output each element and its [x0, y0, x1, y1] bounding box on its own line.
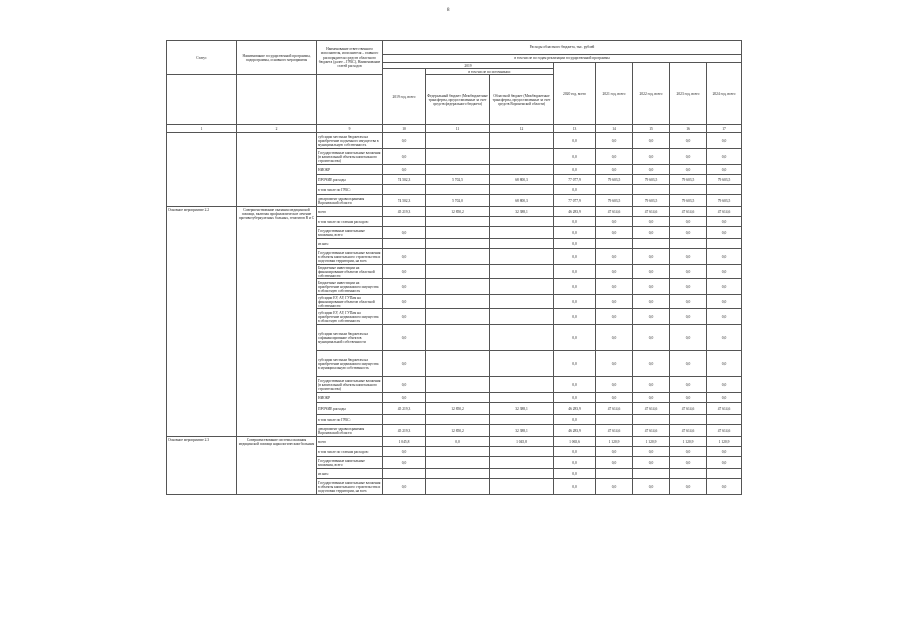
expense-item-cell: Бюджетные инвестиции на приобретение недвижимого имущества в областную собственность	[317, 279, 383, 295]
value-cell-v12	[490, 351, 554, 377]
column-number: 14	[596, 125, 633, 133]
value-cell-v13: 0,0	[554, 165, 596, 175]
expense-item-cell: Государственные капитальные вложения в объекты капитального строительства и подготовки территории, на всех	[317, 249, 383, 265]
header-including: в том числе по источникам:	[426, 69, 554, 75]
value-cell-v13: 77 077,9	[554, 175, 596, 185]
value-cell-v14	[596, 239, 633, 249]
value-cell-v17: 79 603,5	[707, 195, 742, 207]
value-cell-v13: 46 283,9	[554, 425, 596, 437]
value-cell-v10: 0,0	[383, 309, 426, 325]
value-cell-v14: 0,0	[596, 217, 633, 227]
value-cell-v11: 12 850,2	[426, 207, 490, 217]
value-cell-v17: 0,0	[707, 457, 742, 469]
value-cell-v12	[490, 249, 554, 265]
value-cell-v11	[426, 185, 490, 195]
value-cell-v12	[490, 479, 554, 495]
value-cell-v14: 47 614,6	[596, 207, 633, 217]
value-cell-v10: 0,0	[383, 447, 426, 457]
value-cell-v15: 79 603,5	[633, 195, 670, 207]
table-body	[167, 133, 742, 495]
value-cell-v12	[490, 279, 554, 295]
value-cell-v14	[596, 415, 633, 425]
expense-item-cell: департамент здравоохранения Воронежской области	[317, 425, 383, 437]
value-cell-v10	[383, 217, 426, 227]
value-cell-v11	[426, 239, 490, 249]
value-cell-v10: 0,0	[383, 479, 426, 495]
value-cell-v14: 0,0	[596, 309, 633, 325]
value-cell-v17: 0,0	[707, 217, 742, 227]
value-cell-v16	[670, 415, 707, 425]
value-cell-v11	[426, 377, 490, 393]
expense-item-cell: в том числе по ГРБС:	[317, 415, 383, 425]
value-cell-v10: 74 502,3	[383, 175, 426, 185]
table-row	[167, 207, 742, 217]
value-cell-v15: 0,0	[633, 457, 670, 469]
value-cell-v11: 5 702,5	[426, 175, 490, 185]
expense-item-cell: ПРОЧИЕ расходы	[317, 175, 383, 185]
value-cell-v12	[490, 185, 554, 195]
expense-item-cell: в том числе по статьям расходов:	[317, 217, 383, 227]
value-cell-v13: 0,0	[554, 469, 596, 479]
value-cell-v10: 0,0	[383, 133, 426, 149]
value-cell-v15: 0,0	[633, 351, 670, 377]
expense-item-cell: Бюджетные инвестиции на финансирование объектов областной собственности	[317, 265, 383, 279]
value-cell-v15: 47 614,6	[633, 207, 670, 217]
expense-item-cell: НИОКР	[317, 165, 383, 175]
value-cell-v10: 0,0	[383, 351, 426, 377]
value-cell-v10: 74 502,3	[383, 195, 426, 207]
program-cell: Совершенствование оказания медицинской помощи, включая профилактическое лечение противотуберкулезных больных, гепатитов B и C	[237, 207, 317, 437]
value-cell-v14: 0,0	[596, 447, 633, 457]
value-cell-v10: 0,0	[383, 165, 426, 175]
table-row	[167, 133, 742, 149]
value-cell-v13: 0,0	[554, 265, 596, 279]
expense-item-cell: ПРОЧИЕ расходы	[317, 403, 383, 415]
value-cell-v11	[426, 149, 490, 165]
value-cell-v11	[426, 295, 490, 309]
value-cell-v17: 0,0	[707, 279, 742, 295]
value-cell-v14: 1 120,9	[596, 437, 633, 447]
column-number: 10	[383, 125, 426, 133]
column-number: 1	[167, 125, 237, 133]
value-cell-v10: 45 219,3	[383, 425, 426, 437]
value-cell-v14: 79 603,5	[596, 195, 633, 207]
value-cell-v12	[490, 295, 554, 309]
value-cell-v10: 45 219,3	[383, 403, 426, 415]
value-cell-v10: 1 045,8	[383, 437, 426, 447]
value-cell-v11	[426, 457, 490, 469]
expense-item-cell: в том числе по ГРБС:	[317, 185, 383, 195]
value-cell-v16: 0,0	[670, 479, 707, 495]
value-cell-v14	[596, 469, 633, 479]
value-cell-v16: 0,0	[670, 165, 707, 175]
value-cell-v13: 0,0	[554, 279, 596, 295]
value-cell-v14: 0,0	[596, 377, 633, 393]
value-cell-v12	[490, 377, 554, 393]
value-cell-v16: 1 120,9	[670, 437, 707, 447]
value-cell-v14: 0,0	[596, 149, 633, 165]
column-number: 9	[317, 125, 383, 133]
value-cell-v11	[426, 469, 490, 479]
value-cell-v17: 0,0	[707, 227, 742, 239]
table-row	[167, 437, 742, 447]
expense-item-cell: всего	[317, 207, 383, 217]
header-2022: 2022 год, всего	[633, 63, 670, 125]
value-cell-v12	[490, 447, 554, 457]
expense-item-cell: в том числе по статьям расходов:	[317, 447, 383, 457]
header-regional: Областной бюджет (Межбюджетные трансферты, предоставленные за счет средств Воронежской области)	[490, 75, 554, 125]
value-cell-v15: 0,0	[633, 295, 670, 309]
value-cell-v14: 0,0	[596, 165, 633, 175]
value-cell-v11: 12 850,2	[426, 403, 490, 415]
value-cell-v17: 0,0	[707, 249, 742, 265]
expense-item-cell: департамент здравоохранения Воронежской области	[317, 195, 383, 207]
expense-item-cell: субсидии местным бюджетам на приобретение недвижимого имущества в муниципальную собственность	[317, 351, 383, 377]
value-cell-v10	[383, 415, 426, 425]
value-cell-v16: 0,0	[670, 351, 707, 377]
value-cell-v12	[490, 133, 554, 149]
value-cell-v15	[633, 469, 670, 479]
expense-item-cell: Государственные капитальные вложения в объекты капитального строительства и подготовки территории, на всех	[317, 479, 383, 495]
value-cell-v12: 68 800,3	[490, 195, 554, 207]
header-status: Статус	[167, 41, 237, 75]
value-cell-v14: 47 614,6	[596, 403, 633, 415]
value-cell-v16: 0,0	[670, 149, 707, 165]
header-by-years: в том числе по годам реализации государственной программы	[383, 55, 742, 63]
page-number: 8	[447, 8, 450, 13]
header-2023: 2023 год, всего	[670, 63, 707, 125]
value-cell-v12: 32 388,1	[490, 425, 554, 437]
value-cell-v13: 0,0	[554, 351, 596, 377]
value-cell-v13: 0,0	[554, 185, 596, 195]
header-2019-total: 2019 год, всего	[383, 69, 426, 125]
expense-item-cell: субсидии ЕУ, АУ, ГУПам на приобретение недвижимого имущества в областную собственность	[317, 309, 383, 325]
value-cell-v14: 0,0	[596, 393, 633, 403]
value-cell-v12	[490, 217, 554, 227]
value-cell-v16: 0,0	[670, 377, 707, 393]
value-cell-v15	[633, 185, 670, 195]
value-cell-v17	[707, 185, 742, 195]
value-cell-v17: 0,0	[707, 479, 742, 495]
value-cell-v11	[426, 393, 490, 403]
value-cell-v10: 0,0	[383, 377, 426, 393]
value-cell-v17: 0,0	[707, 165, 742, 175]
expense-item-cell: всего	[317, 437, 383, 447]
value-cell-v14: 0,0	[596, 325, 633, 351]
value-cell-v12	[490, 393, 554, 403]
value-cell-v15: 1 120,9	[633, 437, 670, 447]
value-cell-v12	[490, 165, 554, 175]
value-cell-v10: 0,0	[383, 325, 426, 351]
value-cell-v14: 47 614,6	[596, 425, 633, 437]
value-cell-v11	[426, 447, 490, 457]
column-number: 13	[554, 125, 596, 133]
value-cell-v14: 0,0	[596, 457, 633, 469]
value-cell-v16: 47 614,6	[670, 425, 707, 437]
header-2020: 2020 год, всего	[554, 63, 596, 125]
value-cell-v13: 0,0	[554, 415, 596, 425]
column-number: 15	[633, 125, 670, 133]
value-cell-v13: 0,0	[554, 295, 596, 309]
value-cell-v13: 0,0	[554, 457, 596, 469]
value-cell-v15: 0,0	[633, 325, 670, 351]
value-cell-v14: 79 603,5	[596, 175, 633, 185]
value-cell-v13: 46 283,9	[554, 403, 596, 415]
value-cell-v16: 0,0	[670, 265, 707, 279]
column-number: 17	[707, 125, 742, 133]
value-cell-v15: 0,0	[633, 393, 670, 403]
value-cell-v17: 0,0	[707, 447, 742, 457]
value-cell-v17	[707, 239, 742, 249]
column-numbers-row	[167, 125, 742, 133]
value-cell-v11	[426, 325, 490, 351]
value-cell-v12	[490, 227, 554, 239]
value-cell-v17: 0,0	[707, 393, 742, 403]
value-cell-v13: 1 065,6	[554, 437, 596, 447]
value-cell-v10	[383, 469, 426, 479]
value-cell-v17	[707, 469, 742, 479]
value-cell-v10: 0,0	[383, 295, 426, 309]
value-cell-v10: 0,0	[383, 265, 426, 279]
value-cell-v17: 0,0	[707, 309, 742, 325]
value-cell-v16: 79 603,5	[670, 175, 707, 185]
value-cell-v11	[426, 279, 490, 295]
value-cell-v14: 0,0	[596, 227, 633, 239]
value-cell-v13: 0,0	[554, 227, 596, 239]
value-cell-v11	[426, 227, 490, 239]
value-cell-v11	[426, 133, 490, 149]
value-cell-v10: 0,0	[383, 149, 426, 165]
value-cell-v13: 0,0	[554, 217, 596, 227]
value-cell-v16: 0,0	[670, 325, 707, 351]
expense-item-cell: субсидии местным бюджетам на софинансирование объектов муниципальной собственности	[317, 325, 383, 351]
value-cell-v17: 0,0	[707, 325, 742, 351]
value-cell-v13: 77 077,9	[554, 195, 596, 207]
value-cell-v12: 68 800,3	[490, 175, 554, 185]
value-cell-v16: 0,0	[670, 249, 707, 265]
value-cell-v15: 47 614,6	[633, 403, 670, 415]
value-cell-v12	[490, 239, 554, 249]
value-cell-v15: 0,0	[633, 309, 670, 325]
budget-table	[166, 40, 742, 495]
expense-item-cell: Государственные капитальные вложения (в капитальный объекты капитального строительства)	[317, 149, 383, 165]
header-federal: Федеральный бюджет (Межбюджетные трансферты, предоставленные за счет средств федерального бюджета)	[426, 75, 490, 125]
expense-item-cell: субсидии ЕУ, АУ, ГУПам на финансирование объектов областной собственности	[317, 295, 383, 309]
value-cell-v16: 79 603,5	[670, 195, 707, 207]
value-cell-v13: 0,0	[554, 393, 596, 403]
value-cell-v13: 0,0	[554, 309, 596, 325]
expense-item-cell: НИОКР	[317, 393, 383, 403]
value-cell-v16: 0,0	[670, 447, 707, 457]
expense-item-cell: Государственные капитальные вложения, всего	[317, 457, 383, 469]
value-cell-v14	[596, 185, 633, 195]
value-cell-v16: 0,0	[670, 217, 707, 227]
value-cell-v12: 1 045,8	[490, 437, 554, 447]
value-cell-v17: 47 614,6	[707, 403, 742, 415]
value-cell-v11	[426, 479, 490, 495]
status-cell: Основное мероприятие 2.3	[167, 437, 237, 495]
value-cell-v12	[490, 469, 554, 479]
value-cell-v12	[490, 415, 554, 425]
value-cell-v10	[383, 185, 426, 195]
value-cell-v12	[490, 265, 554, 279]
value-cell-v11	[426, 351, 490, 377]
value-cell-v15: 0,0	[633, 149, 670, 165]
value-cell-v12	[490, 149, 554, 165]
expense-item-cell: из них:	[317, 469, 383, 479]
value-cell-v14: 0,0	[596, 351, 633, 377]
value-cell-v17: 0,0	[707, 133, 742, 149]
value-cell-v16: 0,0	[670, 279, 707, 295]
value-cell-v16: 0,0	[670, 457, 707, 469]
value-cell-v15: 0,0	[633, 447, 670, 457]
column-number: 2	[237, 125, 317, 133]
value-cell-v15	[633, 415, 670, 425]
program-cell	[237, 133, 317, 207]
value-cell-v15: 47 614,6	[633, 425, 670, 437]
value-cell-v11	[426, 249, 490, 265]
value-cell-v15: 0,0	[633, 133, 670, 149]
header-2021: 2021 год, всего	[596, 63, 633, 125]
header-executor: Наименование ответственного исполнителя, исполнителя – главного распорядителя средств областного бюджета (далее – ГРБС), Наименование статей расходов	[317, 41, 383, 75]
value-cell-v15: 0,0	[633, 227, 670, 239]
value-cell-v17: 1 120,9	[707, 437, 742, 447]
column-number: 12	[490, 125, 554, 133]
header-2024: 2024 год, всего	[707, 63, 742, 125]
value-cell-v12: 32 388,1	[490, 207, 554, 217]
value-cell-v15: 0,0	[633, 279, 670, 295]
status-cell: Основное мероприятие 2.2	[167, 207, 237, 437]
header-program: Наименование государственной программы, подпрограммы, основного мероприятия	[237, 41, 317, 75]
value-cell-v10	[383, 239, 426, 249]
value-cell-v16: 0,0	[670, 393, 707, 403]
value-cell-v16	[670, 239, 707, 249]
value-cell-v15: 0,0	[633, 217, 670, 227]
value-cell-v14: 0,0	[596, 479, 633, 495]
value-cell-v14: 0,0	[596, 265, 633, 279]
value-cell-v17	[707, 415, 742, 425]
value-cell-v17: 47 614,6	[707, 207, 742, 217]
value-cell-v16	[670, 185, 707, 195]
value-cell-v13: 0,0	[554, 447, 596, 457]
value-cell-v14: 0,0	[596, 295, 633, 309]
program-cell: Совершенствование системы оказания медицинской помощи наркологическим больным	[237, 437, 317, 495]
value-cell-v12: 32 388,1	[490, 403, 554, 415]
value-cell-v15: 0,0	[633, 265, 670, 279]
value-cell-v16: 0,0	[670, 133, 707, 149]
value-cell-v17: 0,0	[707, 295, 742, 309]
value-cell-v10: 0,0	[383, 249, 426, 265]
value-cell-v13: 0,0	[554, 479, 596, 495]
value-cell-v11: 0,0	[426, 437, 490, 447]
value-cell-v10: 0,0	[383, 393, 426, 403]
value-cell-v11	[426, 415, 490, 425]
value-cell-v16: 47 614,6	[670, 403, 707, 415]
status-cell	[167, 133, 237, 207]
column-number: 11	[426, 125, 490, 133]
header-year-2019: 2019	[383, 63, 554, 69]
value-cell-v10: 0,0	[383, 457, 426, 469]
expense-item-cell: субсидии местным бюджетам на приобретение подъемного имущества в муниципальную собственность	[317, 133, 383, 149]
value-cell-v11	[426, 217, 490, 227]
value-cell-v17: 79 603,5	[707, 175, 742, 185]
expense-item-cell: Государственные капитальные вложения, всего	[317, 227, 383, 239]
header-expenses: Расходы областного бюджета, тыс. рублей	[383, 41, 742, 55]
value-cell-v10: 45 219,3	[383, 207, 426, 217]
value-cell-v15: 0,0	[633, 165, 670, 175]
value-cell-v17: 0,0	[707, 377, 742, 393]
value-cell-v11	[426, 265, 490, 279]
value-cell-v11: 5 702,0	[426, 195, 490, 207]
value-cell-v13: 0,0	[554, 325, 596, 351]
value-cell-v12	[490, 309, 554, 325]
value-cell-v17: 0,0	[707, 351, 742, 377]
value-cell-v16: 47 614,6	[670, 207, 707, 217]
value-cell-v14: 0,0	[596, 249, 633, 265]
value-cell-v14: 0,0	[596, 133, 633, 149]
value-cell-v15: 79 603,5	[633, 175, 670, 185]
value-cell-v17: 47 614,6	[707, 425, 742, 437]
value-cell-v13: 0,0	[554, 249, 596, 265]
expense-item-cell: Государственные капитальные вложения (в капитальный объекты капитального строительства)	[317, 377, 383, 393]
column-number: 16	[670, 125, 707, 133]
value-cell-v11: 12 850,2	[426, 425, 490, 437]
value-cell-v16: 0,0	[670, 227, 707, 239]
value-cell-v10: 0,0	[383, 279, 426, 295]
value-cell-v11	[426, 165, 490, 175]
value-cell-v13: 46 283,9	[554, 207, 596, 217]
value-cell-v12	[490, 457, 554, 469]
value-cell-v13: 0,0	[554, 239, 596, 249]
value-cell-v15: 0,0	[633, 377, 670, 393]
value-cell-v12	[490, 325, 554, 351]
value-cell-v16: 0,0	[670, 295, 707, 309]
expense-item-cell: из них:	[317, 239, 383, 249]
value-cell-v13: 0,0	[554, 377, 596, 393]
value-cell-v16: 0,0	[670, 309, 707, 325]
value-cell-v15: 0,0	[633, 479, 670, 495]
value-cell-v15	[633, 239, 670, 249]
value-cell-v15: 0,0	[633, 249, 670, 265]
value-cell-v13: 0,0	[554, 149, 596, 165]
value-cell-v17: 0,0	[707, 149, 742, 165]
value-cell-v16	[670, 469, 707, 479]
value-cell-v14: 0,0	[596, 279, 633, 295]
value-cell-v17: 0,0	[707, 265, 742, 279]
value-cell-v13: 0,0	[554, 133, 596, 149]
value-cell-v11	[426, 309, 490, 325]
value-cell-v10: 0,0	[383, 227, 426, 239]
